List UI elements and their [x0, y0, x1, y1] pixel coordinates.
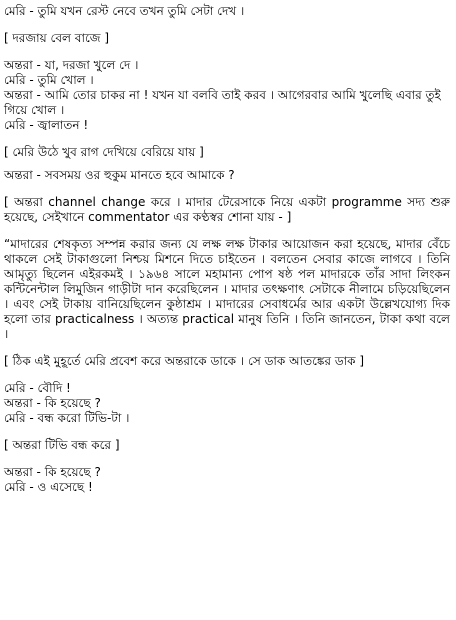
dialogue-line: মেরি - জ্বালাতন !	[4, 118, 89, 132]
dialogue-line: মেরি - বন্ধ করো টিভি-টা ।	[4, 411, 130, 425]
stage-direction: [ অন্তরা channel change করে । মাদার টেরেসাকে নিয়ে একটা programme সদ্য শুরু হয়েছে, সেইখানে commentator এর কণ্ঠস্বর শোনা যায় - ]	[4, 195, 450, 224]
dialogue-line: মেরি - তুমি যখন রেস্ট নেবে তখন তুমি সেটা দেখ ।	[4, 4, 245, 18]
dialogue-line: অন্তরা - কি হয়েছে ?	[4, 465, 101, 479]
dialogue-line: অন্তরা - সবসময় ওর হুকুম মানতে হবে আমাকে ?	[4, 168, 235, 182]
stage-direction: [ ঠিক এই মুহূর্তে মেরি প্রবেশ করে অন্তরাকে ডাকে । সে ডাক আতঙ্কের ডাক ]	[4, 354, 365, 368]
commentary-paragraph: “মাদারের শেষকৃত্য সম্পন্ন করার জন্য যে লক্ষ লক্ষ টাকার আয়োজন করা হয়েছে, মাদার বেঁচে থাকলে সেই টাকাগুলো নিশ্চয় মিশনে দিতে চাইতেন । বলতেন সেবার কাজে লাগবে । তিনি আমৃত্যু ছিলেন এইরকমই । ১৯৬৪ সালে মহামান্য পোপ ষষ্ঠ পল মাদারকে তাঁর সাদা লিংকন কন্টিনেন্টাল লিমুজিন গাড়ীটা দান করেছিলেন । মাদার তৎক্ষণাৎ সেটাকে নীলামে চড়িয়েছিলেন । এবং সেই টাকায় বানিয়েছিলেন কুষ্ঠাশ্রম । মাদারের সেবাধর্মের আর একটা উল্লেখযোগ্য দিক হলো তার practicalness । অত্যন্ত practical মানুষ তিনি । তিনি জানতেন, টাকা কথা বলে ।	[4, 237, 450, 341]
dialogue-line: অন্তরা - আমি তোর চাকর না ! যখন যা বলবি তাই করব । আগেরবার আমি খুলেছি এবার তুই গিয়ে খোল ।	[4, 88, 441, 117]
stage-direction: [ অন্তরা টিভি বন্ধ করে ]	[4, 438, 120, 452]
dialogue-line: মেরি - তুমি খোল ।	[4, 73, 94, 87]
dialogue-line: অন্তরা - যা, দরজা খুলে দে ।	[4, 58, 139, 72]
dialogue-line: মেরি - ও এসেছে !	[4, 480, 93, 494]
dialogue-line: অন্তরা - কি হয়েছে ?	[4, 396, 101, 410]
stage-direction: [ দরজায় বেল বাজে ]	[4, 31, 110, 45]
dialogue-line: মেরি - বৌদি !	[4, 381, 71, 395]
stage-direction: [ মেরি উঠে খুব রাগ দেখিয়ে বেরিয়ে যায় ]	[4, 145, 204, 159]
